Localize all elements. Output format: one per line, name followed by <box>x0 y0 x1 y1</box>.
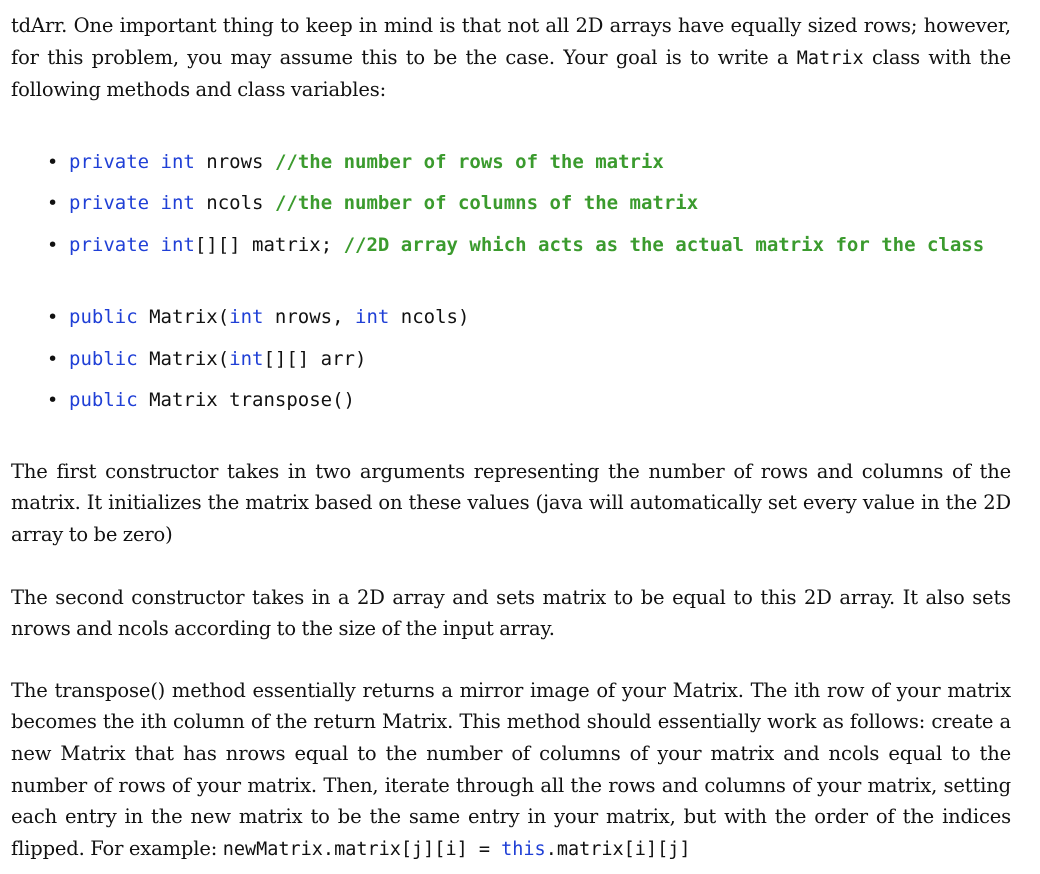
bullet-icon: • <box>47 347 59 370</box>
type-keyword: int <box>160 233 195 256</box>
signature-part: Matrix( <box>137 347 230 370</box>
methods-list <box>11 297 1011 422</box>
signature-part: Matrix( <box>137 306 230 329</box>
second-constructor-paragraph: The second constructor takes in a 2D array and sets matrix to be equal to this 2D array. It also sets nrows and ncols according to the size of the input array. <box>11 585 1011 641</box>
modifier-keyword: private <box>69 192 150 215</box>
bullet-icon: • <box>47 192 59 215</box>
modifier-keyword: public <box>69 389 138 412</box>
modifier-keyword: public <box>69 306 138 329</box>
field-comment: //2D array which acts as the actual matrix for the class <box>343 233 985 256</box>
field-item-ncols <box>11 183 1011 225</box>
example-code-keyword: this <box>501 838 546 860</box>
bullet-icon: • <box>47 233 59 256</box>
modifier-keyword: public <box>69 347 138 370</box>
field-name: [][] matrix; <box>194 233 344 256</box>
first-constructor-paragraph: The first constructor takes in two arguments representing the number of rows and columns of the matrix. It initializes the matrix based on these values (java will automatically set every value in the 2D array to be zero) <box>11 459 1011 546</box>
modifier-keyword: private <box>69 233 150 256</box>
field-item-nrows <box>11 142 1011 184</box>
type-keyword: int <box>229 347 264 370</box>
class-variables-list <box>11 142 1011 267</box>
intro-text-2: class with the following methods and class variables: <box>11 45 1011 102</box>
matrix-class-code: Matrix <box>796 47 864 69</box>
type-keyword: int <box>160 150 195 173</box>
type-keyword: int <box>355 306 390 329</box>
method-item-constructor-rows-cols <box>11 297 1011 339</box>
intro-text-1: tdArr. One important thing to keep in mind is that not all 2D arrays have equally sized rows; however, for this problem, you may assume this to be the case. Your goal is to write a <box>11 14 1011 69</box>
field-item-matrix <box>11 225 1011 267</box>
type-keyword: int <box>160 192 195 215</box>
example-code-part: newMatrix.matrix[j][i] = <box>222 838 502 860</box>
bullet-icon: • <box>47 389 59 412</box>
method-item-transpose <box>11 380 1011 422</box>
modifier-keyword: private <box>69 150 150 173</box>
field-comment: //the number of rows of the matrix <box>274 150 664 173</box>
intro-paragraph <box>11 10 1011 106</box>
example-code-part: .matrix[i][j] <box>545 838 691 860</box>
bullet-icon: • <box>47 306 59 329</box>
type-keyword: int <box>229 306 264 329</box>
document-page <box>11 10 1011 865</box>
signature-part: ncols) <box>389 306 470 329</box>
signature-part: [][] arr) <box>263 347 367 370</box>
signature-part: Matrix transpose() <box>137 389 355 412</box>
field-name: ncols <box>194 192 275 215</box>
field-comment: //the number of columns of the matrix <box>274 192 699 215</box>
bullet-icon: • <box>47 150 59 173</box>
transpose-text: The transpose() method essentially returns a mirror image of your Matrix. The ith row of your matrix becomes the ith column of the return Matrix. This method should essentially work as follows: create a new Matrix that has nrows equal to the number of columns of your matrix and ncols equal to the number of rows of your matrix. Then, iterate through all the rows and columns of your matrix, setting each entry in the new matrix to be the same entry in your matrix, but with the order of the indices flipped. For example: <box>11 678 1011 860</box>
signature-part: nrows, <box>263 306 355 329</box>
transpose-paragraph <box>11 675 1011 866</box>
field-name: nrows <box>194 150 275 173</box>
method-item-constructor-array <box>11 339 1011 381</box>
